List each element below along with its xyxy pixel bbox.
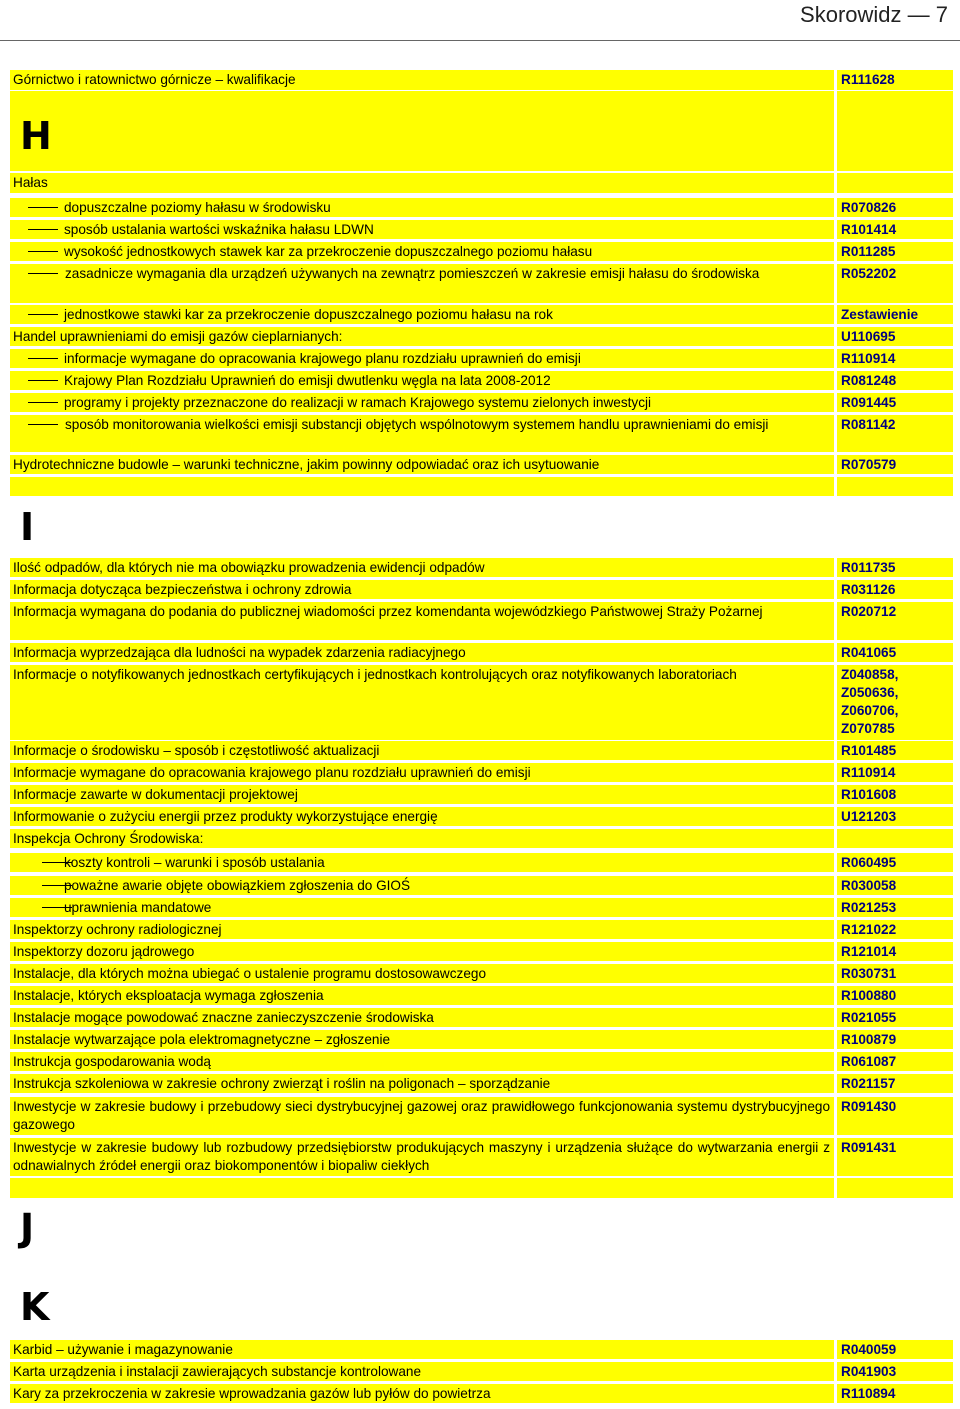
entry-label: wysokość jednostkowych stawek kar za przekroczenie dopuszczalnego poziomu hałasu	[64, 244, 593, 259]
index-row	[0, 643, 960, 662]
section-letter: K	[20, 1285, 50, 1329]
code-cell	[837, 785, 953, 804]
entry-cell	[10, 264, 834, 303]
entry-label: uprawnienia mandatowe	[64, 900, 212, 915]
entry-cell	[10, 1178, 834, 1198]
index-row	[0, 242, 960, 261]
index-row	[0, 220, 960, 239]
entry-cell	[10, 349, 834, 368]
dash-marker	[28, 229, 58, 230]
header-divider	[0, 40, 960, 41]
dash-marker	[28, 380, 58, 381]
entry-cell	[10, 1384, 834, 1403]
code-cell	[837, 829, 953, 848]
section-letter: H	[20, 114, 52, 158]
code-cell	[837, 763, 953, 782]
code-cell	[837, 371, 953, 390]
code-cell	[837, 70, 953, 90]
section-letter-k	[0, 1287, 960, 1331]
entry-cell	[10, 558, 834, 577]
code-cell	[837, 220, 953, 239]
entry-code[interactable]: R101608	[841, 787, 897, 802]
code-cell	[837, 741, 953, 760]
code-cell	[837, 876, 953, 895]
entry-cell	[10, 393, 834, 412]
index-row	[0, 415, 960, 452]
entry-code[interactable]: R081248	[841, 373, 897, 388]
index-row	[0, 602, 960, 640]
entry-code[interactable]: R041903	[841, 1364, 897, 1379]
entry-code[interactable]: R110914	[841, 765, 896, 780]
entry-label: Inspekcja Ochrony Środowiska:	[13, 831, 204, 846]
entry-cell	[10, 876, 834, 895]
code-cell	[837, 1362, 953, 1381]
code-cell	[837, 1384, 953, 1403]
index-row	[0, 942, 960, 961]
section-letter-h	[0, 116, 960, 166]
entry-cell	[10, 220, 834, 239]
index-row	[0, 763, 960, 782]
index-row	[0, 173, 960, 193]
index-row	[0, 371, 960, 390]
code-cell	[837, 1030, 953, 1049]
entry-cell	[10, 898, 834, 917]
code-cell	[837, 393, 953, 412]
section-letter: J	[20, 1206, 35, 1250]
index-row	[0, 455, 960, 474]
index-row	[0, 1052, 960, 1071]
entry-cell	[10, 305, 834, 324]
entry-label: Górnictwo i ratownictwo górnicze – kwalifikacje	[13, 72, 296, 87]
entry-cell	[10, 327, 834, 346]
dash-marker	[28, 251, 58, 252]
code-cell	[837, 964, 953, 983]
entry-code[interactable]: R060495	[841, 855, 897, 870]
entry-code[interactable]: R091431	[841, 1140, 897, 1155]
entry-label: Informacja dotycząca bezpieczeństwa i ochrony zdrowia	[13, 582, 352, 597]
entry-label: Inspektorzy ochrony radiologicznej	[13, 922, 222, 937]
entry-code[interactable]: R100879	[841, 1032, 897, 1047]
index-row	[0, 785, 960, 804]
entry-code[interactable]: R021055	[841, 1010, 897, 1025]
code-cell	[837, 198, 953, 217]
entry-label: Informacja wymagana do podania do publicznej wiadomości przez komendanta wojewódzkiego Państwowej Straży Pożarnej	[13, 604, 763, 619]
entry-label: Karbid – używanie i magazynowanie	[13, 1342, 233, 1357]
entry-label: Inspektorzy dozoru jądrowego	[13, 944, 195, 959]
entry-label: Informowanie o zużyciu energii przez produkty wykorzystujące energię	[13, 809, 438, 824]
index-row	[0, 1097, 960, 1135]
entry-label: Informacje zawarte w dokumentacji projektowej	[13, 787, 298, 802]
entry-label: Instrukcja szkoleniowa w zakresie ochrony zwierząt i roślin na poligonach – sporządzanie	[13, 1076, 551, 1091]
entry-cell	[10, 741, 834, 760]
index-row	[0, 393, 960, 412]
index-row	[0, 1362, 960, 1381]
index-row	[0, 1138, 960, 1176]
code-cell	[837, 853, 953, 872]
entry-label: Inwestycje w zakresie budowy lub rozbudowy przedsiębiorstw produkujących maszyny i urządzenia służące do wytwarzania energii z odnawialnych źródeł energii oraz biokomponentów i biopaliw ciekłych	[13, 1140, 830, 1173]
entry-code[interactable]: R070579	[841, 457, 897, 472]
entry-cell	[10, 785, 834, 804]
index-row	[0, 305, 960, 324]
entry-cell	[10, 1362, 834, 1381]
entry-label: dopuszczalne poziomy hałasu w środowisku	[64, 200, 331, 215]
entry-cell	[10, 853, 834, 872]
code-cell	[837, 942, 953, 961]
entry-code[interactable]: R110914	[841, 351, 896, 366]
entry-label: Kary za przekroczenia w zakresie wprowadzania gazów lub pyłów do powietrza	[13, 1386, 491, 1401]
code-cell	[837, 349, 953, 368]
entry-cell	[10, 70, 834, 90]
entry-cell	[10, 1074, 834, 1093]
entry-cell	[10, 477, 834, 496]
index-row	[0, 264, 960, 303]
entry-code[interactable]: R020712	[841, 604, 897, 619]
entry-cell	[10, 643, 834, 662]
entry-cell	[10, 1008, 834, 1027]
entry-label: Inwestycje w zakresie budowy i przebudowy sieci dystrybucyjnej gazowej oraz prawidłowego funkcjonowania systemu dystrybucyjnego gazowego	[13, 1099, 830, 1132]
index-row	[0, 1008, 960, 1027]
code-cell	[837, 173, 953, 193]
index-row	[0, 1384, 960, 1403]
entry-code[interactable]: R021157	[841, 1076, 896, 1091]
index-row	[0, 1030, 960, 1049]
entry-cell	[10, 198, 834, 217]
entry-cell	[10, 920, 834, 939]
entry-code[interactable]: Z040858, Z050636, Z060706, Z070785	[841, 667, 899, 736]
index-row	[0, 853, 960, 872]
dash-marker	[28, 207, 58, 208]
entry-label: Hałas	[13, 175, 48, 190]
entry-label: Karta urządzenia i instalacji zawierających substancje kontrolowane	[13, 1364, 422, 1379]
index-row	[0, 580, 960, 599]
entry-label: jednostkowe stawki kar za przekroczenie dopuszczalnego poziomu hałasu na rok	[64, 307, 553, 322]
code-cell	[837, 807, 953, 826]
code-cell	[837, 242, 953, 261]
spacer-row	[0, 477, 960, 496]
spacer-row	[0, 1178, 960, 1198]
entry-code[interactable]: R101485	[841, 743, 897, 758]
section-letter-i	[0, 507, 960, 551]
code-cell	[837, 898, 953, 917]
index-row	[0, 964, 960, 983]
entry-code[interactable]: R081142	[841, 417, 896, 432]
code-cell	[837, 477, 953, 496]
page-header	[0, 0, 960, 42]
code-cell	[837, 305, 953, 324]
index-row	[0, 986, 960, 1005]
index-row	[0, 898, 960, 917]
index-row	[0, 876, 960, 895]
entry-label: koszty kontroli – warunki i sposób ustalania	[64, 855, 325, 870]
index-row	[0, 741, 960, 760]
entry-code[interactable]: R121022	[841, 922, 897, 937]
index-row	[0, 558, 960, 577]
entry-code[interactable]: Zestawienie	[841, 307, 919, 322]
entry-cell	[10, 242, 834, 261]
entry-code[interactable]: R011285	[841, 244, 896, 259]
code-cell	[837, 1178, 953, 1198]
code-cell	[837, 1097, 953, 1135]
code-cell	[837, 643, 953, 662]
section-letter: I	[20, 505, 35, 549]
entry-code[interactable]: U110695	[841, 329, 896, 344]
entry-label: Instrukcja gospodarowania wodą	[13, 1054, 211, 1069]
entry-code[interactable]: R091445	[841, 395, 897, 410]
entry-label: programy i projekty przeznaczone do realizacji w ramach Krajowego systemu zielonych inwestycji	[64, 395, 652, 410]
entry-cell	[10, 1097, 834, 1135]
section-letter-j	[0, 1208, 960, 1252]
entry-cell	[10, 173, 834, 193]
code-cell	[837, 580, 953, 599]
index-row	[0, 829, 960, 848]
entry-code[interactable]: R031126	[841, 582, 896, 597]
entry-code[interactable]: R070826	[841, 200, 897, 215]
entry-label: Informacje o notyfikowanych jednostkach certyfikujących i jednostkach kontrolujących oraz notyfikowanych laboratoriach	[13, 667, 737, 682]
entry-cell	[10, 1030, 834, 1049]
index-row	[0, 807, 960, 826]
code-cell	[837, 986, 953, 1005]
index-row	[0, 665, 960, 740]
entry-cell	[10, 415, 834, 452]
entry-cell	[10, 580, 834, 599]
entry-cell	[10, 763, 834, 782]
entry-label: Instalacje mogące powodować znaczne zanieczyszczenie środowiska	[13, 1010, 434, 1025]
entry-label: sposób monitorowania wielkości emisji substancji objętych wspólnotowym systemem handlu uprawnieniami do emisji	[65, 417, 769, 432]
code-cell	[837, 602, 953, 640]
index-row	[0, 1340, 960, 1359]
page-header-text: Skorowidz — 7	[800, 2, 948, 27]
code-cell	[837, 415, 953, 452]
index-row	[0, 920, 960, 939]
entry-code[interactable]: R030058	[841, 878, 897, 893]
code-cell	[837, 1138, 953, 1176]
entry-code[interactable]: R110894	[841, 1386, 896, 1401]
entry-code[interactable]: U121203	[841, 809, 897, 824]
entry-label: Instalacje, dla których można ubiegać o ustalenie programu dostosowawczego	[13, 966, 487, 981]
index-row	[0, 70, 960, 90]
entry-cell	[10, 986, 834, 1005]
dash-marker	[28, 314, 58, 315]
dash-marker	[28, 402, 58, 403]
code-cell	[837, 327, 953, 346]
entry-cell	[10, 942, 834, 961]
entry-label: Informacje wymagane do opracowania krajowego planu rozdziału uprawnień do emisji	[13, 765, 531, 780]
entry-cell	[10, 371, 834, 390]
code-cell	[837, 455, 953, 474]
entry-label: Handel uprawnieniami do emisji gazów cieplarnianych:	[13, 329, 343, 344]
entry-code[interactable]: R011735	[841, 560, 896, 575]
entry-label: Krajowy Plan Rozdziału Uprawnień do emisji dwutlenku węgla na lata 2008-2012	[64, 373, 551, 388]
entry-code[interactable]: R111628	[841, 72, 895, 87]
code-cell	[837, 1340, 953, 1359]
entry-cell	[10, 602, 834, 640]
code-cell	[837, 665, 953, 740]
entry-code[interactable]: R121014	[841, 944, 897, 959]
entry-code[interactable]: R052202	[841, 266, 897, 281]
entry-cell	[10, 455, 834, 474]
code-cell	[837, 920, 953, 939]
entry-code[interactable]: R021253	[841, 900, 897, 915]
index-row	[0, 349, 960, 368]
index-row	[0, 327, 960, 346]
code-cell	[837, 1052, 953, 1071]
entry-label: Informacje o środowisku – sposób i częstotliwość aktualizacji	[13, 743, 380, 758]
code-cell	[837, 1008, 953, 1027]
entry-code[interactable]: R040059	[841, 1342, 897, 1357]
entry-cell	[10, 807, 834, 826]
code-cell	[837, 264, 953, 303]
entry-label: Ilość odpadów, dla których nie ma obowiązku prowadzenia ewidencji odpadów	[13, 560, 485, 575]
entry-label: Instalacje, których eksploatacja wymaga zgłoszenia	[13, 988, 324, 1003]
entry-label: Hydrotechniczne budowle – warunki techniczne, jakim powinny odpowiadać oraz ich usytuowanie	[13, 457, 600, 472]
entry-code[interactable]: R030731	[841, 966, 897, 981]
entry-label: informacje wymagane do opracowania krajowego planu rozdziału uprawnień do emisji	[64, 351, 581, 366]
index-row	[0, 1074, 960, 1093]
entry-label: Instalacje wytwarzające pola elektromagnetyczne – zgłoszenie	[13, 1032, 391, 1047]
code-cell	[837, 1074, 953, 1093]
entry-code[interactable]: R061087	[841, 1054, 897, 1069]
dash-marker	[28, 358, 58, 359]
entry-label: sposób ustalania wartości wskaźnika hałasu LDWN	[64, 222, 374, 237]
entry-cell	[10, 665, 834, 740]
entry-cell	[10, 1052, 834, 1071]
entry-code[interactable]: R101414	[841, 222, 897, 237]
entry-code[interactable]: R100880	[841, 988, 897, 1003]
entry-cell	[10, 1340, 834, 1359]
entry-label: Informacja wyprzedzająca dla ludności na wypadek zdarzenia radiacyjnego	[13, 645, 466, 660]
entry-cell	[10, 964, 834, 983]
entry-label: poważne awarie objęte obowiązkiem zgłoszenia do GIOŚ	[64, 878, 411, 893]
entry-cell	[10, 829, 834, 848]
entry-cell	[10, 1138, 834, 1176]
entry-code[interactable]: R091430	[841, 1099, 897, 1114]
index-row	[0, 198, 960, 217]
entry-label: zasadnicze wymagania dla urządzeń używanych na zewnątrz pomieszczeń w zakresie emisji hałasu do środowiska	[65, 266, 760, 281]
code-cell	[837, 558, 953, 577]
entry-code[interactable]: R041065	[841, 645, 897, 660]
